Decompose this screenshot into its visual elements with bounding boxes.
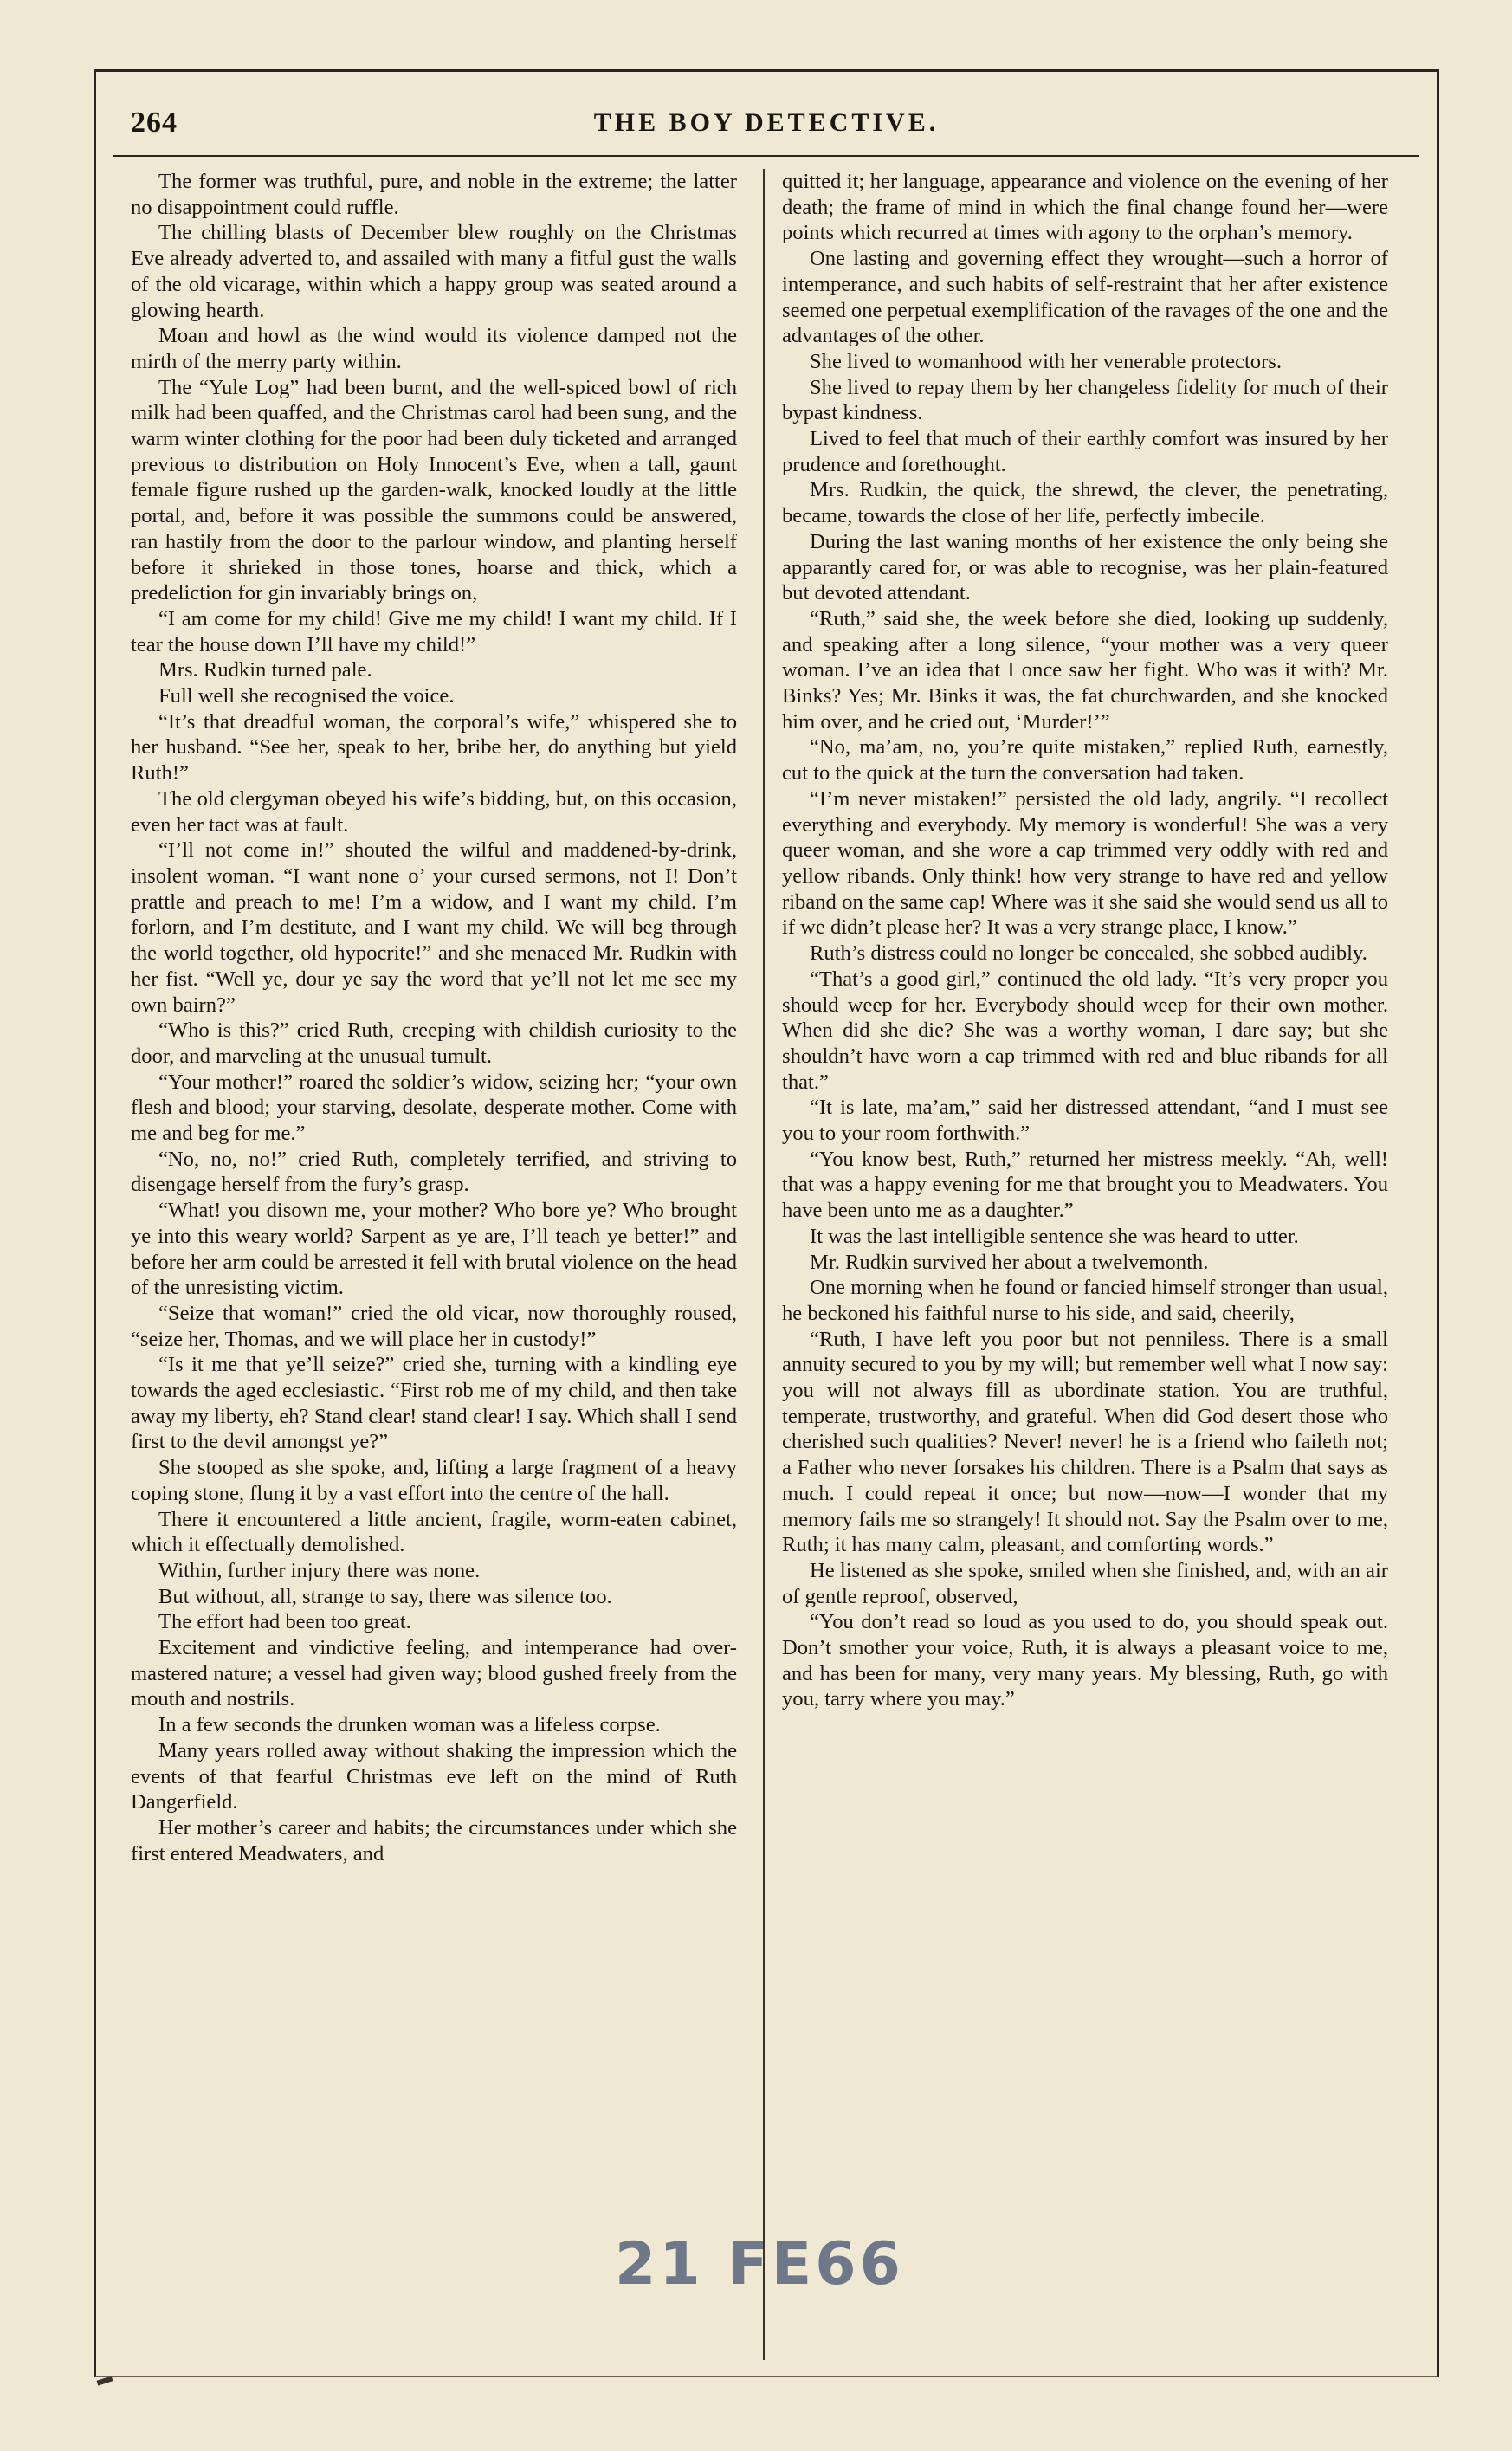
paragraph: Mrs. Rudkin, the quick, the shrewd, the clever, the penetrating, became, towards the close of her life, perfectly imbecile.: [782, 478, 1388, 528]
page-header: [96, 107, 1437, 158]
paragraph: quitted it; her language, appearance and violence on the evening of her death; the frame of mind in which the final change found her—were points which recurred at times with agony to the orphan’s memory.: [782, 170, 1388, 245]
paragraph: She stooped as she spoke, and, lifting a large fragment of a heavy coping stone, flung it by a vast effort into the centre of the hall.: [131, 1456, 737, 1505]
paragraph: Mrs. Rudkin turned pale.: [158, 658, 372, 682]
paragraph: She lived to repay them by her changeless fidelity for much of their bypast kindness.: [782, 375, 1388, 425]
paragraph: “No, ma’am, no, you’re quite mistaken,” replied Ruth, earnestly, cut to the quick at the turn the conversation had taken.: [782, 735, 1388, 786]
paragraph: She lived to womanhood with her venerable protectors.: [810, 349, 1283, 373]
running-title: THE BOY DETECTIVE.: [593, 108, 940, 137]
paragraph: The former was truthful, pure, and noble in the extreme; the latter no disappointment could ruffle.: [131, 170, 737, 219]
paragraph: “What! you disown me, your mother? Who bore ye? Who brought ye into this weary world? Sarpent as ye are, I’ll teach ye better!” and before her arm could be arrested it fell with brutal violence on the head of the unresisting victim.: [131, 1199, 737, 1300]
paragraph: “Ruth, I have left you poor but not penniless. There is a small annuity secured to you by my will; but remember well what I now say: you will not always fill as ubordinate station. You are truthful, temperate, trustworthy, and grateful. When did God desert those who cherished such qualities? Never! never! he is a friend who faileth not; a Father who never forsakes his children. There is a Psalm that says as much. I could repeat it once; but now—now—I wonder that my memory fails me so strangely! It should not. Say the Psalm over to me, Ruth; it has many calm, pleasant, and comforting words.”: [782, 1327, 1388, 1557]
paragraph: “Your mother!” roared the soldier’s widow, seizing her; “your own flesh and blood; your starving, desolate, desperate mother. Come with me and beg for me.”: [131, 1070, 737, 1146]
paragraph: But without, all, strange to say, there was silence too.: [158, 1584, 612, 1608]
left-column: [131, 169, 737, 1866]
paragraph: Her mother’s career and habits; the circumstances under which she first entered Meadwaters, and: [131, 1816, 737, 1866]
paragraph: In a few seconds the drunken woman was a lifeless corpse.: [158, 1713, 661, 1737]
paragraph: There it encountered a little ancient, fragile, worm-eaten cabinet, which it effectually demolished.: [131, 1507, 737, 1557]
margin-mark: [97, 2376, 113, 2385]
library-stamp: 21 FE66: [615, 2230, 904, 2299]
paragraph: The “Yule Log” had been burnt, and the well-spiced bowl of rich milk had been quaffed, and the Christmas carol had been sung, and the warm winter clothing for the poor had been duly ticketed and arranged previous to distribution on Holy Innocent’s Eve, when a tall, gaunt female figure rushed up the garden-walk, knocked loudly at the little portal, and, before it was possible the summons could be answered, ran hastily from the door to the parlour window, and planting herself before it shrieked in those tones, hoarse and thick, which a predeliction for gin invariably brings on,: [131, 375, 737, 605]
paragraph: The old clergyman obeyed his wife’s bidding, but, on this occasion, even her tact was at fault.: [131, 786, 737, 837]
paragraph: “Seize that woman!” cried the old vicar, now thoroughly roused, “seize her, Thomas, and we will place her in custody!”: [131, 1301, 737, 1351]
paragraph: Within, further injury there was none.: [158, 1558, 481, 1582]
paragraph: “Is it me that ye’ll seize?” cried she, turning with a kindling eye towards the aged ecclesiastic. “First rob me of my child, and then take away my liberty, eh? Stand clear! stand clear! I say. Which shall I send first to the devil amongst ye?”: [131, 1353, 737, 1454]
paragraph: “Ruth,” said she, the week before she died, looking up suddenly, and speaking after a long silence, “your mother was a very queer woman. I’ve an idea that I once saw her fight. Who was it with? Mr. Binks? Yes; Mr. Binks it was, the fat churchwarden, and she knocked him over, and he cried out, ‘Murder!’”: [782, 606, 1388, 734]
paragraph: Lived to feel that much of their earthly comfort was insured by her prudence and forethought.: [782, 427, 1388, 476]
paragraph: “You know best, Ruth,” returned her mistress meekly. “Ah, well! that was a happy evening for me that brought you to Meadwaters. You have been unto me as a daughter.”: [782, 1147, 1388, 1223]
paragraph: Many years rolled away without shaking the impression which the events of that fearful Christmas eve left on the mind of Ruth Dangerfield.: [131, 1738, 737, 1814]
paragraph: “I am come for my child! Give me my child! I want my child. If I tear the house down I’ll have my child!”: [131, 606, 737, 656]
page-number: 264: [131, 107, 178, 139]
paragraph: “That’s a good girl,” continued the old lady. “It’s very proper you should weep for her. Everybody should weep for their own mother. When did she die? She was a worthy woman, I dare say; but she shouldn’t have worn a cap trimmed with red and blue ribands for all that.”: [782, 967, 1388, 1094]
paragraph: “It is late, ma’am,” said her distressed attendant, “and I must see you to your room forthwith.”: [782, 1096, 1388, 1146]
paragraph: The effort had been too great.: [158, 1610, 411, 1634]
paragraph: Mr. Rudkin survived her about a twelvemonth.: [810, 1250, 1209, 1274]
header-rule: [113, 155, 1419, 157]
paragraph: “I’m never mistaken!” persisted the old lady, angrily. “I recollect everything and everybody. My memory is wonderful! She was a very queer woman, and she wore a cap trimmed very oddly with red and yellow ribands. Only think! how very strange to have red and yellow riband on the same cap! Where was it she said she would send us all to if we didn’t please her? It was a very strange place, I know.”: [782, 786, 1388, 940]
paragraph: The chilling blasts of December blew roughly on the Christmas Eve already adverted to, and assailed with many a fitful gust the walls of the old vicarage, within which a happy group was seated around a glowing hearth.: [131, 221, 737, 322]
paragraph: One lasting and governing effect they wrought—such a horror of intemperance, and such habits of self-restraint that her after existence seemed one perpetual exemplification of the ravages of the one and the advantages of the other.: [782, 247, 1388, 348]
paragraph: Excitement and vindictive feeling, and intemperance had over-mastered nature; a vessel had given way; blood gushed freely from the mouth and nostrils.: [131, 1636, 737, 1711]
paragraph: “It’s that dreadful woman, the corporal’s wife,” whispered she to her husband. “See her, speak to her, bribe her, do anything but yield Ruth!”: [131, 709, 737, 786]
paragraph: “You don’t read so loud as you used to do, you should speak out. Don’t smother your voice, Ruth, it is always a pleasant voice to me, and has been for many, very many years. My blessing, Ruth, go with you, tarry where you may.”: [782, 1610, 1388, 1711]
paragraph: During the last waning months of her existence the only being she apparantly cared for, or was able to recognise, was her plain-featured but devoted attendant.: [782, 529, 1388, 605]
paragraph: Ruth’s distress could no longer be concealed, she sobbed audibly.: [810, 941, 1367, 966]
paragraph: “Who is this?” cried Ruth, creeping with childish curiosity to the door, and marveling at the unusual tumult.: [131, 1019, 737, 1068]
paragraph: “I’ll not come in!” shouted the wilful and maddened-by-drink, insolent woman. “I want none o’ your cursed sermons, not I! Don’t prattle and preach to me! I’m a widow, and I want my child. I’m forlorn, and I’m destitute, and I want my child. We will beg through the world together, old hypocrite!” and she menaced Mr. Rudkin with her fist. “Well ye, dour ye say the word that ye’ll not let me see my own bairn?”: [131, 838, 737, 1017]
paragraph: Full well she recognised the voice.: [158, 684, 455, 708]
right-column: [782, 169, 1388, 1712]
book-page: [94, 69, 1439, 2377]
paragraph: Moan and howl as the wind would its violence damped not the mirth of the merry party within.: [131, 324, 737, 373]
paragraph: He listened as she spoke, smiled when she finished, and, with an air of gentle reproof, observed,: [782, 1558, 1388, 1608]
paragraph: One morning when he found or fancied himself stronger than usual, he beckoned his faithful nurse to his side, and said, cheerily,: [782, 1276, 1388, 1325]
paragraph: “No, no, no!” cried Ruth, completely terrified, and striving to disengage herself from the fury’s grasp.: [131, 1147, 737, 1197]
column-divider: [763, 169, 765, 2360]
paragraph: It was the last intelligible sentence she was heard to utter.: [810, 1224, 1299, 1248]
